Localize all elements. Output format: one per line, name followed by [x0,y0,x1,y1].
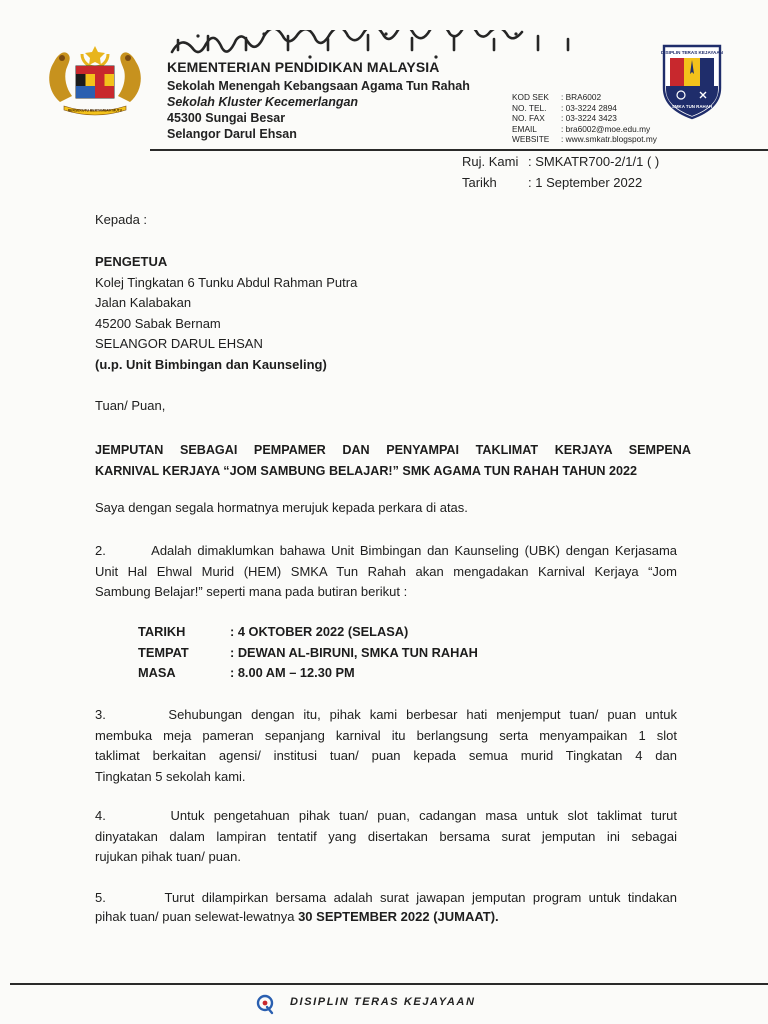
footer-emblem-icon [255,993,275,1015]
crest-motto: BERSEKUTU BERTAMBAH MUTU [67,108,123,113]
reference-number: Ruj. Kami : SMKATR700-2/1/1 ( ) [462,154,660,169]
paragraph-2-line: Unit Hal Ehwal Murid (HEM) SMKA Tun Rahah akan mengadakan Karnival Kerjaya “Jom [95,564,677,579]
recipient-title: PENGETUA [95,254,168,269]
paragraph-2-line: 2. Adalah dimaklumkan bahawa Unit Bimbingan dan Kaunseling (UBK) dengan Kerjasama [95,543,677,558]
school-address-line-1: 45300 Sungai Besar [167,111,286,125]
logo-top-text: DISIPLIN TERAS KEJAYAAN [661,50,723,55]
footer-divider [10,983,768,985]
school-shield-logo-icon [660,42,724,120]
school-name: Sekolah Menengah Kebangsaan Agama Tun Rahah [167,79,470,93]
letter-title-line-2: KARNIVAL KERJAYA “JOM SAMBUNG BELAJAR!” SMK AGAMA TUN RAHAH TAHUN 2022 [95,464,638,478]
paragraph-4-line: dinyatakan dalam lampiran tentatif yang disertakan bersama surat jemputan ini sebagai [95,829,677,844]
paragraph-3-line: 3. Sehubungan dengan itu, pihak kami berbesar hati menjemput tuan/ puan untuk [95,707,677,722]
contact-row: KOD SEK : BRA6002 [512,92,602,102]
response-deadline: 30 SEPTEMBER 2022 (JUMAAT). [298,909,499,924]
logo-bottom-text: SMKA TUN RAHAH [671,104,713,109]
paragraph-3-line: taklimat berkaitan agensi/ institusi tuan/ puan kepada semua murid Tingkatan 4 dan [95,748,677,763]
event-details [138,622,478,684]
salutation: Tuan/ Puan, [95,398,166,413]
jawi-script-banner [168,30,578,60]
recipient-line: Kolej Tingkatan 6 Tunku Abdul Rahman Putra [95,275,358,290]
contact-details [512,92,657,145]
malaysia-coat-of-arms-icon [42,44,148,116]
intro-paragraph: Saya dengan segala hormatnya merujuk kepada perkara di atas. [95,500,468,515]
paragraph-4-line: 4. Untuk pengetahuan pihak tuan/ puan, cadangan masa untuk slot taklimat turut [95,808,677,823]
paragraph-5-line: 5. Turut dilampirkan bersama adalah surat jawapan jemputan program untuk tindakan [95,890,677,905]
ministry-name: KEMENTERIAN PENDIDIKAN MALAYSIA [167,59,440,75]
recipient-attention: (u.p. Unit Bimbingan dan Kaunseling) [95,357,327,372]
paragraph-3-line: membuka meja pameran sepanjang karnival itu berlangsung serta menyampaikan 1 slot [95,728,677,743]
recipient-line: 45200 Sabak Bernam [95,316,221,331]
header-divider [150,149,768,151]
school-address-line-2: Selangor Darul Ehsan [167,127,297,141]
letter-date: Tarikh : 1 September 2022 [462,175,643,190]
detail-row: TARIKH : 4 OKTOBER 2022 (SELASA) [138,624,409,639]
detail-row: MASA : 8.00 AM – 12.30 PM [138,665,355,680]
footer-motto: DISIPLIN TERAS KEJAYAAN [290,996,476,1008]
school-cluster: Sekolah Kluster Kecemerlangan [167,95,359,109]
paragraph-5-line: pihak tuan/ puan selewat-lewatnya 30 SEPTEMBER 2022 (JUMAAT). [95,909,499,924]
paragraph-3-line: Tingkatan 5 sekolah kami. [95,769,246,784]
recipient-line: Jalan Kalabakan [95,295,192,310]
kepada-label: Kepada : [95,212,148,227]
detail-row: TEMPAT : DEWAN AL-BIRUNI, SMKA TUN RAHAH [138,644,478,660]
contact-row: EMAIL : bra6002@moe.edu.my [512,123,651,134]
paragraph-2-line: Sambung Belajar!” seperti mana pada butiran berikut : [95,584,408,599]
recipient-line: SELANGOR DARUL EHSAN [95,336,263,351]
contact-row: NO. TEL. : 03-3224 2894 [512,102,617,113]
contact-row: WEBSITE : www.smkatr.blogspot.my [512,134,657,145]
paragraph-4-line: rujukan pihak tuan/ puan. [95,849,241,864]
letter-title-line-1: JEMPUTAN SEBAGAI PEMPAMER DAN PENYAMPAI TAKLIMAT KERJAYA SEMPENA [95,443,691,457]
contact-row: NO. FAX : 03-3224 3423 [512,113,617,124]
